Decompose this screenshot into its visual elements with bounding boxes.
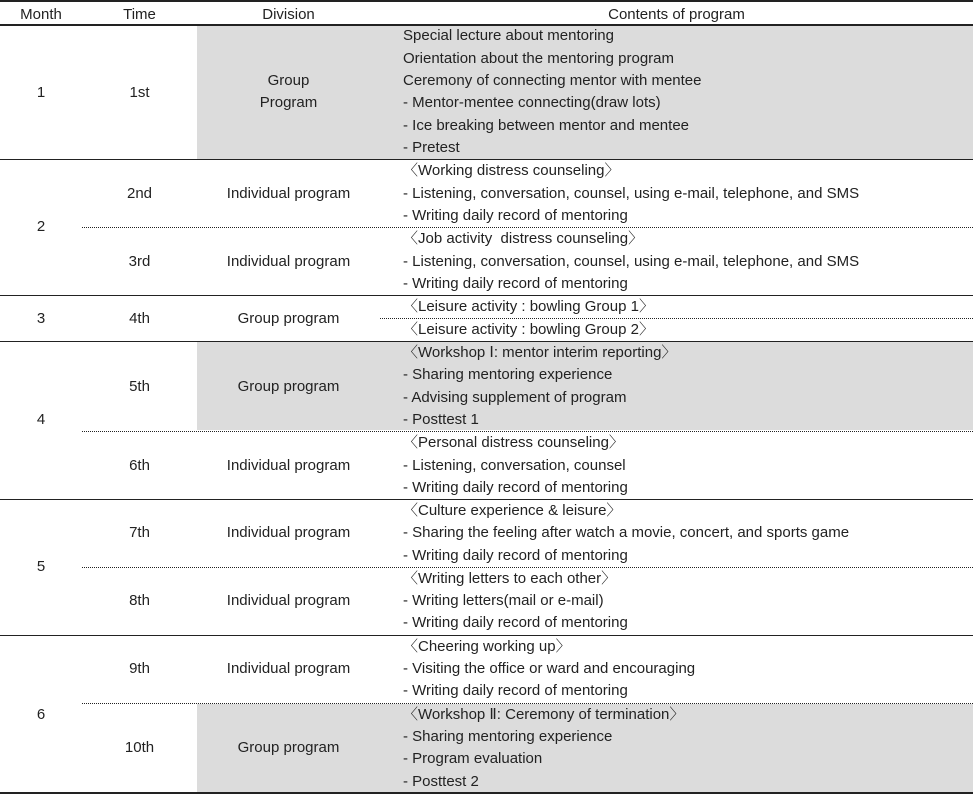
time-cell: 10th: [124, 739, 155, 756]
division-cell: Individual program: [226, 660, 351, 677]
top-rule: [0, 0, 973, 2]
content-line: - Listening, conversation, counsel: [403, 457, 626, 474]
content-line: - Ice breaking between mentor and mentee: [403, 117, 690, 134]
time-cell: 4th: [129, 310, 150, 327]
division-cell: Individual program: [226, 524, 351, 541]
content-line: - Listening, conversation, counsel, using e-mail, telephone, and SMS: [403, 253, 860, 270]
content-line: - Mentor-mentee connecting(draw lots): [403, 94, 661, 111]
division-cell: Group program: [237, 310, 340, 327]
content-line: - Writing daily record of mentoring: [403, 275, 628, 292]
month-6: 6: [36, 706, 46, 723]
content-line: - Listening, conversation, counsel, using e-mail, telephone, and SMS: [403, 185, 860, 202]
content-line: - Program evaluation: [403, 750, 543, 767]
content-line: 〈Job activity distress counseling〉: [403, 230, 644, 247]
month-rule: [0, 635, 973, 636]
header-division: Division: [262, 6, 315, 23]
time-cell: 6th: [129, 457, 150, 474]
time-cell: 7th: [129, 524, 150, 541]
month-rule: [0, 159, 973, 160]
dotted-rule: [82, 567, 973, 568]
content-line: - Writing daily record of mentoring: [403, 614, 628, 631]
content-line: 〈Workshop Ⅰ: mentor interim reporting〉: [403, 344, 677, 361]
content-line: 〈Workshop Ⅱ: Ceremony of termination〉: [403, 706, 685, 723]
month-rule: [0, 341, 973, 342]
dotted-rule: [82, 703, 973, 704]
header-month: Month: [20, 6, 62, 23]
time-cell: 5th: [129, 378, 150, 395]
content-line: - Writing daily record of mentoring: [403, 682, 628, 699]
content-line: - Visiting the office or ward and encouraging: [403, 660, 696, 677]
header-time: Time: [123, 6, 156, 23]
division-cell: Group program: [237, 739, 340, 756]
content-line: - Pretest: [403, 139, 460, 156]
month-rule: [0, 295, 973, 296]
content-line: - Posttest 1: [403, 411, 479, 428]
content-line: - Sharing the feeling after watch a movie, concert, and sports game: [403, 524, 850, 541]
month-rule: [0, 499, 973, 500]
dotted-rule: [82, 227, 973, 228]
month-1: 1: [36, 84, 46, 101]
division-cell: Individual program: [226, 592, 351, 609]
header-contents: Contents of program: [608, 6, 745, 23]
content-line: 〈Working distress counseling〉: [403, 162, 620, 179]
time-cell: 1st: [129, 84, 150, 101]
content-line: 〈Cheering working up〉: [403, 638, 571, 655]
month-2: 2: [36, 218, 46, 235]
content-line: 〈Personal distress counseling〉: [403, 434, 624, 451]
content-line: - Writing daily record of mentoring: [403, 547, 628, 564]
month-3: 3: [36, 310, 46, 327]
division-cell: Individual program: [226, 185, 351, 202]
content-line: Orientation about the mentoring program: [403, 50, 674, 67]
content-line: 〈Culture experience & leisure〉: [403, 502, 622, 519]
time-cell: 8th: [129, 592, 150, 609]
time-cell: 9th: [129, 660, 150, 677]
content-line: 〈Writing letters to each other〉: [403, 570, 617, 587]
time-cell: 3rd: [128, 253, 151, 270]
content-line: - Sharing mentoring experience: [403, 366, 613, 383]
division-cell: Individual program: [226, 253, 351, 270]
dotted-rule: [82, 431, 973, 432]
content-line: Ceremony of connecting mentor with mentee: [403, 72, 702, 89]
header-rule: [0, 24, 973, 26]
division-cell: Individual program: [226, 457, 351, 474]
content-line: - Writing letters(mail or e-mail): [403, 592, 604, 609]
division-cell: Group program: [237, 378, 340, 395]
bottom-rule: [0, 792, 973, 794]
content-line: 〈Leisure activity : bowling Group 2〉: [403, 321, 654, 338]
content-line: - Writing daily record of mentoring: [403, 207, 628, 224]
division-cell: Group Program: [259, 72, 318, 111]
content-line: - Posttest 2: [403, 773, 479, 790]
month-5: 5: [36, 558, 46, 575]
content-line: - Advising supplement of program: [403, 389, 627, 406]
content-line: Special lecture about mentoring: [403, 27, 614, 44]
dotted-rule: [380, 318, 973, 319]
month-4: 4: [36, 411, 46, 428]
content-line: 〈Leisure activity : bowling Group 1〉: [403, 298, 654, 315]
time-cell: 2nd: [126, 185, 153, 202]
content-line: - Writing daily record of mentoring: [403, 479, 628, 496]
content-line: - Sharing mentoring experience: [403, 728, 613, 745]
